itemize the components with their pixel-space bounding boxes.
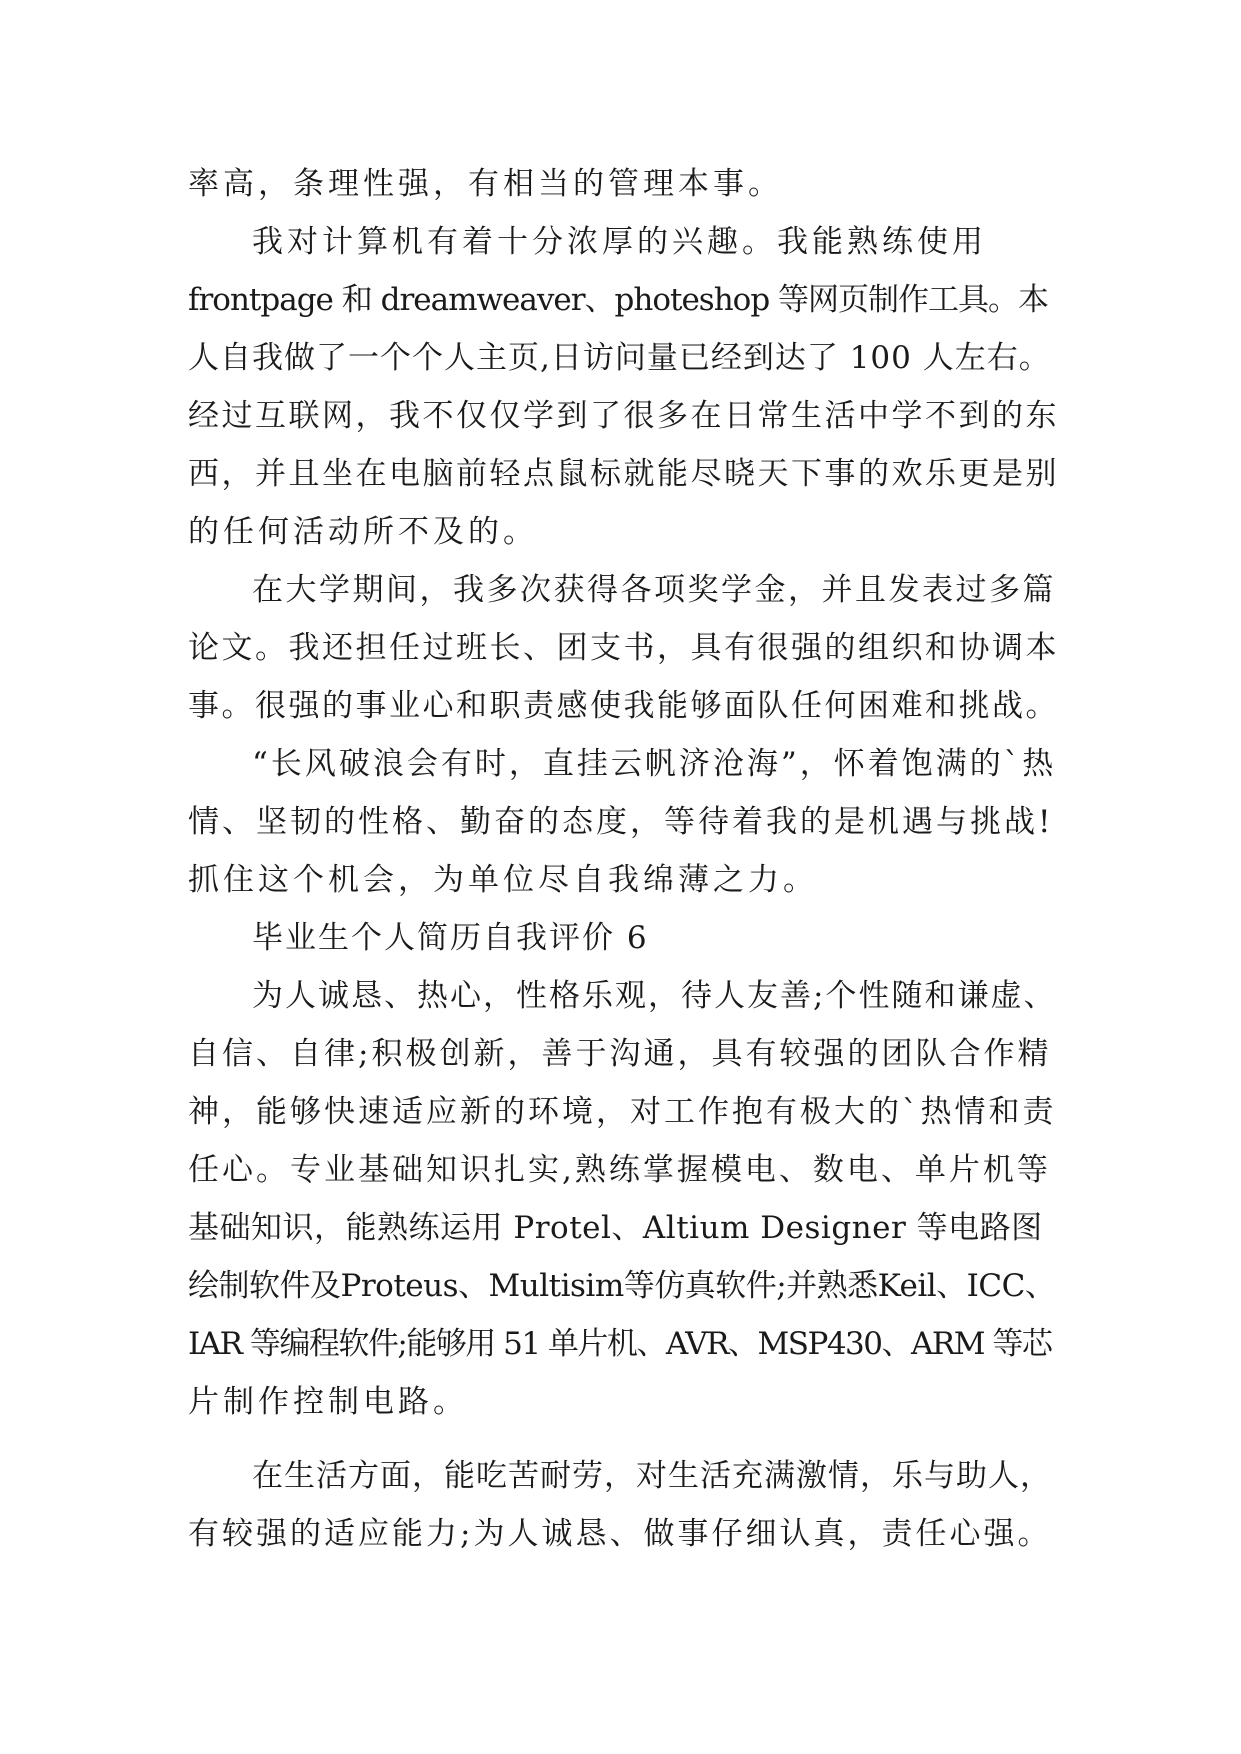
paragraph-start: 为人诚恳、热心，性格乐观，待人友善;个性随和谦虚、: [252, 978, 1057, 1014]
text-line: IAR 等编程软件;能够用 51 单片机、AVR、MSP430、ARM 等芯: [188, 1326, 1052, 1362]
text-line: 经过互联网，我不仅仅学到了很多在日常生活中学不到的东: [188, 398, 1059, 434]
text-line: 的任何活动所不及的。: [188, 514, 538, 550]
paragraph-start: 在生活方面，能吃苦耐劳，对生活充满激情，乐与助人，: [252, 1458, 1052, 1494]
text-line: 人自我做了一个个人主页,日访问量已经到达了 100 人左右。: [188, 340, 1051, 376]
text-line: 率高，条理性强，有相当的管理本事。: [188, 166, 783, 202]
section-heading: 毕业生个人简历自我评价 6: [252, 920, 649, 956]
paragraph-start: 在大学期间，我多次获得各项奖学金，并且发表过多篇: [252, 572, 1056, 608]
paragraph-start: “长风破浪会有时，直挂云帆济沧海”，怀着饱满的`热: [252, 746, 1057, 782]
text-line: 有较强的适应能力;为人诚恳、做事仔细认真，责任心强。: [188, 1516, 1052, 1552]
text-line: 任心。专业基础知识扎实,熟练掌握模电、数电、单片机等: [188, 1152, 1051, 1188]
text-line: frontpage 和 dreamweaver、photeshop 等网页制作工具。本: [188, 282, 1049, 318]
text-line: 自信、自律;积极创新，善于沟通，具有较强的团队合作精: [188, 1036, 1052, 1072]
text-line: 神，能够快速适应新的环境，对工作抱有极大的`热情和责: [188, 1094, 1057, 1130]
text-line: 抓住这个机会，为单位尽自我绵薄之力。: [188, 862, 818, 898]
text-line: 论文。我还担任过班长、团支书，具有很强的组织和协调本: [188, 630, 1059, 666]
text-line: 基础知识，能熟练运用 Protel、Altium Designer 等电路图: [188, 1210, 1043, 1246]
text-line: 西，并且坐在电脑前轻点鼠标就能尽晓天下事的欢乐更是别: [188, 456, 1059, 492]
text-line: 片制作控制电路。: [188, 1384, 468, 1420]
text-line: 事。很强的事业心和职责感使我能够面队任何困难和挑战。: [188, 688, 1059, 724]
text-line: 情、坚韧的性格、勤奋的态度，等待着我的是机遇与挑战!: [188, 804, 1054, 840]
text-line: 绘制软件及Proteus、Multisim等仿真软件;并熟悉Keil、ICC、: [188, 1268, 1056, 1304]
paragraph-start: 我对计算机有着十分浓厚的兴趣。我能熟练使用: [252, 224, 987, 260]
